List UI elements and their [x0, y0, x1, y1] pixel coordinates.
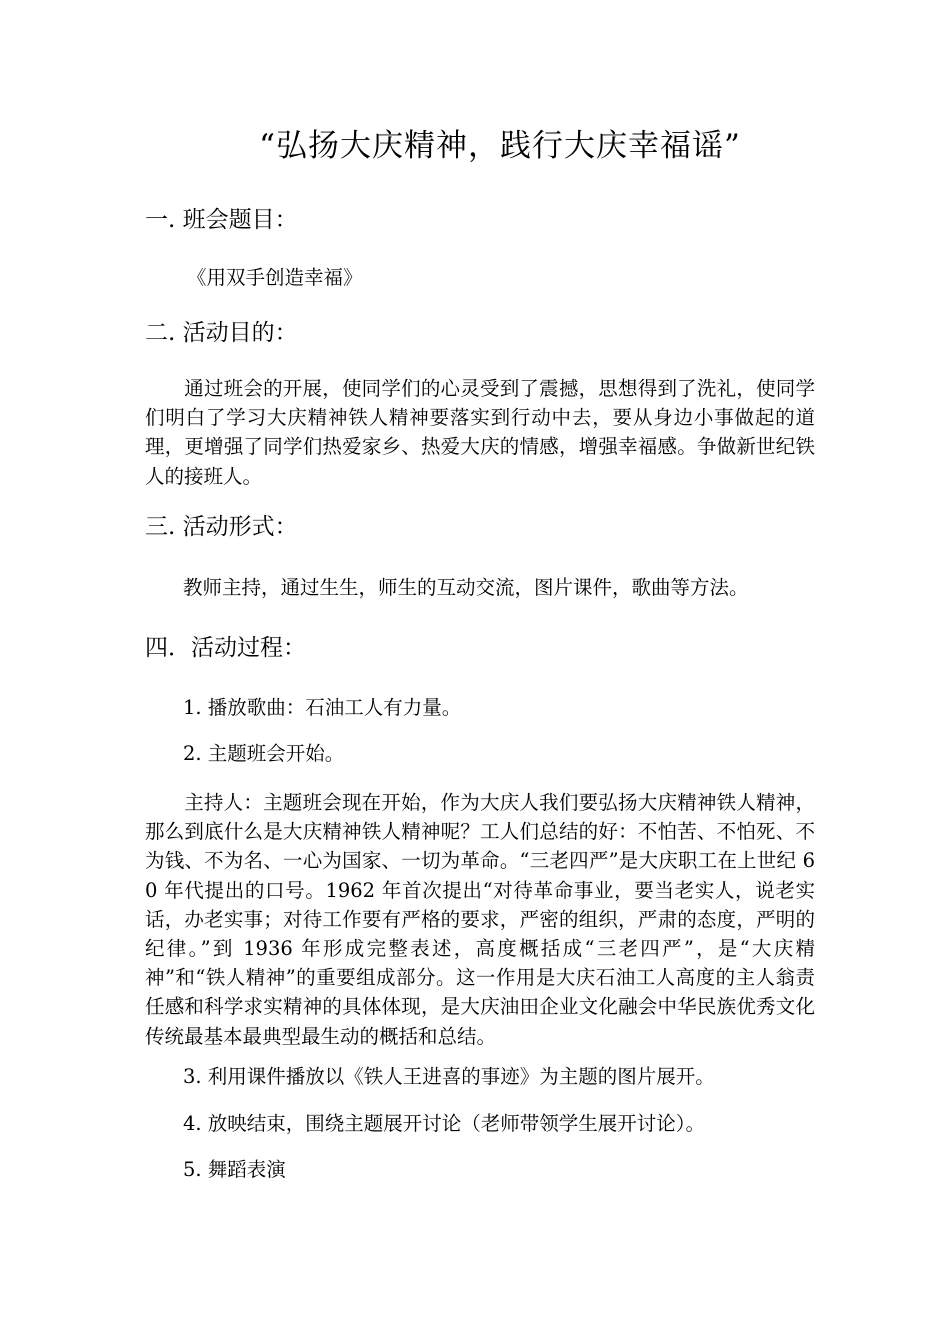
topic-text: 《用双手创造幸福》: [187, 266, 363, 289]
form-text: 教师主持，通过生生，师生的互动交流，图片课件，歌曲等方法。: [183, 576, 749, 599]
process-step-2: 2. 主题班会开始。: [183, 742, 345, 765]
host-text: 主持人：主题班会现在开始，作为大庆人我们要弘扬大庆精神铁人精神，那么到底什么是大庆精神铁人精神呢？工人们总结的好：不怕苦、不怕死、不为钱、不为名、一心为国家、一切为革命。“三老四严”是大庆职工在上世纪 60 年代提出的口号。1962 年首次提出“对待革命事业，要当老实人，说老实话，办老实事；对待工作要有严格的要求，严密的组织，严肃的态度，严明的纪律。”到 1936 年形成完整表述，高度概括成“三老四严”，是“大庆精神”和“铁人精神”的重要组成部分。这一作用是大庆石油工人高度的主人翁责任感和科学求实精神的具体体现，是大庆油田企业文化融会中华民族优秀文化传统最基本最典型最生动的概括和总结。: [145, 791, 815, 1048]
section-heading-process: 四．活动过程：: [145, 635, 306, 661]
process-step-4: 4. 放映结束，围绕主题展开讨论（老师带领学生展开讨论）。: [183, 1112, 706, 1135]
purpose-paragraph: [145, 374, 815, 491]
host-paragraph: [145, 788, 815, 1051]
process-step-1: 1. 播放歌曲：石油工人有力量。: [183, 696, 462, 719]
section-heading-form: 三. 活动形式：: [145, 514, 298, 540]
document-title: “弘扬大庆精神，践行大庆幸福谣”: [259, 128, 741, 164]
section-heading-purpose: 二. 活动目的：: [145, 320, 298, 346]
process-step-3: 3. 利用课件播放以《铁人王进喜的事迹》为主题的图片展开。: [183, 1065, 715, 1088]
purpose-text: 通过班会的开展，使同学们的心灵受到了震撼，思想得到了洗礼，使同学们明白了学习大庆精神铁人精神要落实到行动中去，要从身边小事做起的道理，更增强了同学们热爱家乡、热爱大庆的情感，增强幸福感。争做新世纪铁人的接班人。: [145, 377, 815, 488]
section-heading-topic: 一. 班会题目：: [145, 207, 298, 233]
process-step-5: 5. 舞蹈表演: [183, 1158, 286, 1181]
